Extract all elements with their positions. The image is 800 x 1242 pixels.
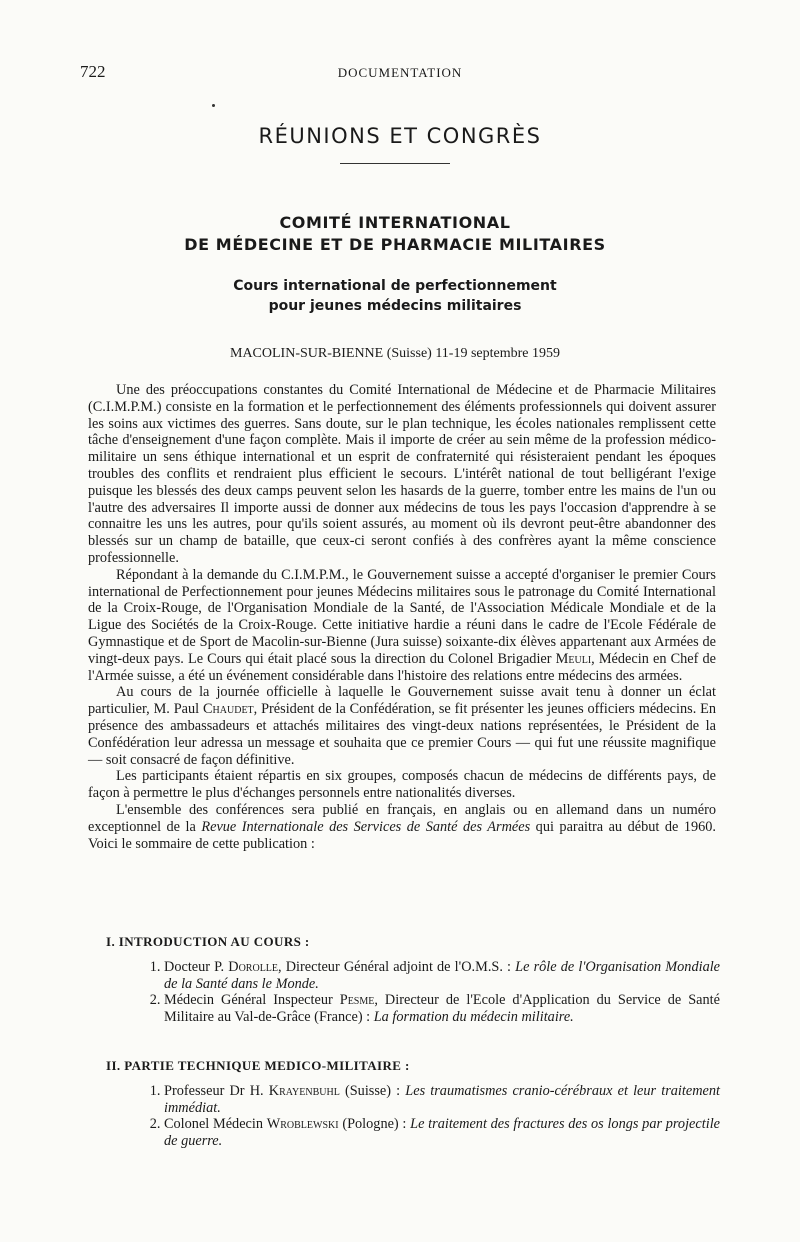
org-title-line-2: DE MÉDECINE ET DE PHARMACIE MILITAIRES	[184, 235, 606, 254]
paragraph-2: Répondant à la demande du C.I.M.P.M., le Gouvernement suisse a accepté d'organiser le premier Cours international de Perfectionnement pour jeunes Médecins militaires sous le patronage du Comité International de la Croix-Rouge, de l'Organisation Mondiale de la Santé, de l'Association Médicale Mondiale et de la Ligue des Sociétés de la Croix-Rouge. Cette initiative hardie a réuni dans le cadre de l'Ecole Fédérale de Gymnastique et de Sport de Macolin-sur-Bienne (Jura suisse) soixante-dix élèves appartenant aux Armées de vingt-deux pays. Le Cours qui était placé sous la direction du Colonel Brigadier Meuli, Médecin en Chef de l'Armée suisse, a été un événement considérable dans l'histoire des relations entre médecins des armées.	[88, 566, 717, 684]
course-subtitle	[0, 276, 790, 316]
paragraph-5: L'ensemble des conférences sera publié en français, en anglais ou en allemand dans un numéro exceptionnel de la Revue Internationale des Services de Santé des Armées qui paraitra au début de 1960. Voici le sommaire de cette publication :	[88, 801, 716, 852]
author-name: Krayenbuhl	[268, 1082, 340, 1099]
lecture-title: Le rôle de l'Organisation Mondiale de la Santé dans le Monde.	[164, 958, 721, 992]
person-name: Chaudet	[203, 701, 254, 718]
toc-section-2	[88, 1058, 720, 1150]
author-name: Wroblewski	[266, 1116, 339, 1133]
organization-title	[0, 212, 790, 256]
author-name: Dorolle	[228, 958, 279, 975]
paragraph-4: Les participants étaient répartis en six groupes, composés chacun de médecins de différents pays, de façon à permettre le plus d'échanges personnels entre nationalités diverses.	[88, 768, 716, 802]
paragraph-3: Au cours de la journée officielle à laquelle le Gouvernement suisse avait tenu à donner un éclat particulier, M. Paul Chaudet, Président de la Confédération, se fit présenter les jeunes officiers médecins. En présence des ambassadeurs et attachés militaires des vingt-deux nations représentées, le Président de la Confédération leur adressa un message et souhaita que ce premier Cours — qui fut une réussite magnifique — soit consacré de façon définitive.	[88, 684, 717, 768]
subtitle-line-1: Cours international de perfectionnement	[233, 278, 557, 294]
toc-heading: II. PARTIE TECHNIQUE MEDICO-MILITAIRE :	[106, 1058, 410, 1073]
lecture-title: La formation du médecin militaire.	[373, 1009, 574, 1026]
ink-speck	[212, 104, 215, 107]
lecture-title: Les traumatismes cranio-cérébraux et leur traitement immédiat.	[164, 1082, 721, 1116]
section-title: RÉUNIONS ET CONGRÈS	[258, 124, 542, 148]
running-head: DOCUMENTATION	[337, 65, 463, 80]
toc-item: 1. Docteur P. Dorolle, Directeur Général adjoint de l'O.M.S. : Le rôle de l'Organisation Mondiale de la Santé dans le Monde.	[164, 959, 720, 993]
page-number: 722	[80, 62, 106, 81]
toc-item: 1. Professeur Dr H. Krayenbuhl (Suisse) : Les traumatismes cranio-cérébraux et leur traitement immédiat.	[164, 1083, 720, 1117]
page-header	[80, 62, 720, 82]
toc-item: 2. Médecin Général Inspecteur Pesme, Directeur de l'Ecole d'Application du Service de Santé Militaire au Val-de-Grâce (France) : La formation du médecin militaire.	[164, 992, 720, 1026]
toc-heading: I. INTRODUCTION AU COURS :	[106, 934, 310, 949]
toc-item: 2. Colonel Médecin Wroblewski (Pologne) : Le traitement des fractures des os longs par projectile de guerre.	[164, 1116, 720, 1150]
journal-title: Revue Internationale des Services de Santé des Armées	[201, 818, 531, 835]
article-body	[88, 382, 716, 852]
subtitle-line-2: pour jeunes médecins militaires	[268, 298, 522, 314]
paragraph-1: Une des préoccupations constantes du Comité International de Médecine et de Pharmacie Militaires (C.I.M.P.M.) consiste en la formation et le perfectionnement des éléments professionnels qui doivent assurer les soins aux victimes des guerres. Sans doute, sur le plan technique, les écoles nationales remplissent cette tâche d'enseignement d'une façon complète. Mais il importe de créer au sein même de la profession médico-militaire un sens éthique international et un esprit de confraternité qui résisteraient pendant les époques troubles des conflits et rendraient plus efficient le secours. L'intérêt national de tout belligérant l'exige puisque les blessés des deux camps peuvent selon les hasards de la guerre, tomber entre les mains de l'un ou l'autre des adversaires Il importe aussi de donner aux médecins de tous les pays l'occasion d'apprendre à se connaitre les uns les autres, pour qu'ils soient assurés, au moment où ils devront peut-être abandonner des blessés sur un champ de bataille, que ceux-ci seront confiés à des confrères ayant la même conscience professionnelle.	[88, 382, 716, 566]
toc-section-1	[88, 934, 720, 1026]
org-title-line-1: COMITÉ INTERNATIONAL	[279, 213, 511, 232]
person-name: Meuli	[555, 650, 592, 667]
lecture-title: Le traitement des fractures des os longs par projectile de guerre.	[164, 1116, 721, 1150]
title-rule	[340, 163, 450, 164]
author-name: Pesme	[339, 992, 375, 1009]
place-date: MACOLIN-SUR-BIENNE (Suisse) 11-19 septembre 1959	[230, 346, 560, 361]
